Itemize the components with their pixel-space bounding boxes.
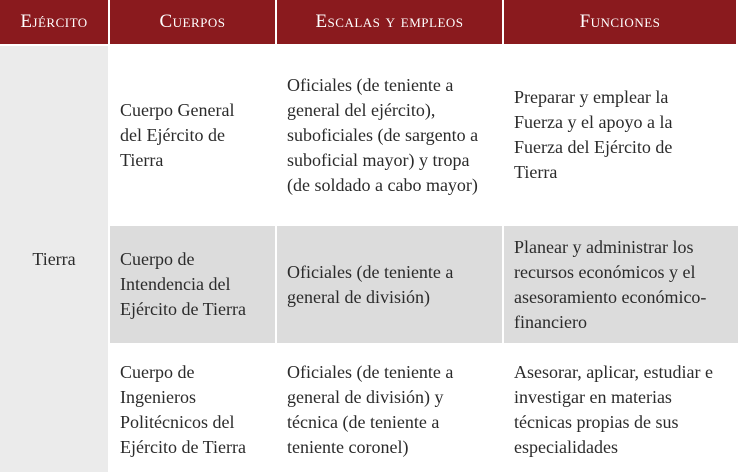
army-label: Tierra <box>32 248 76 269</box>
header-escalas: Escalas y empleos <box>277 0 504 46</box>
escalas-text: Oficiales (de teniente a general de división) y técnica (de teniente a teniente coronel) <box>287 361 454 457</box>
escalas-cell <box>277 226 504 345</box>
escalas-cell <box>277 46 504 226</box>
escalas-text: Oficiales (de teniente a general del ejército), suboficiales (de sargento a suboficial mayor) y tropa (de soldado a cabo mayor) <box>287 74 479 195</box>
header-funciones: Funciones <box>504 0 738 46</box>
funciones-cell <box>504 345 738 474</box>
cuerpo-text: Cuerpo General del Ejército de Tierra <box>120 99 235 170</box>
funciones-cell <box>504 226 738 345</box>
header-ejercito: Ejército <box>0 0 110 46</box>
army-cell <box>0 46 110 474</box>
header-cuerpos: Cuerpos <box>110 0 277 46</box>
funciones-text: Asesorar, aplicar, estudiar e investigar en materias técnicas propias de sus especialidades <box>514 361 713 457</box>
cuerpo-text: Cuerpo de Intendencia del Ejército de Tierra <box>120 249 246 319</box>
escalas-cell <box>277 345 504 474</box>
cuerpo-cell <box>110 345 277 474</box>
escalas-text: Oficiales (de teniente a general de división) <box>287 261 454 307</box>
funciones-cell <box>504 46 738 226</box>
cuerpo-cell <box>110 46 277 226</box>
cuerpo-text: Cuerpo de Ingenieros Politécnicos del Ejército de Tierra <box>120 361 246 457</box>
cuerpo-cell <box>110 226 277 345</box>
funciones-text: Planear y administrar los recursos económicos y el asesoramiento económico-financiero <box>514 236 707 332</box>
funciones-text: Preparar y emplear la Fuerza y el apoyo a la Fuerza del Ejército de Tierra <box>514 87 673 182</box>
